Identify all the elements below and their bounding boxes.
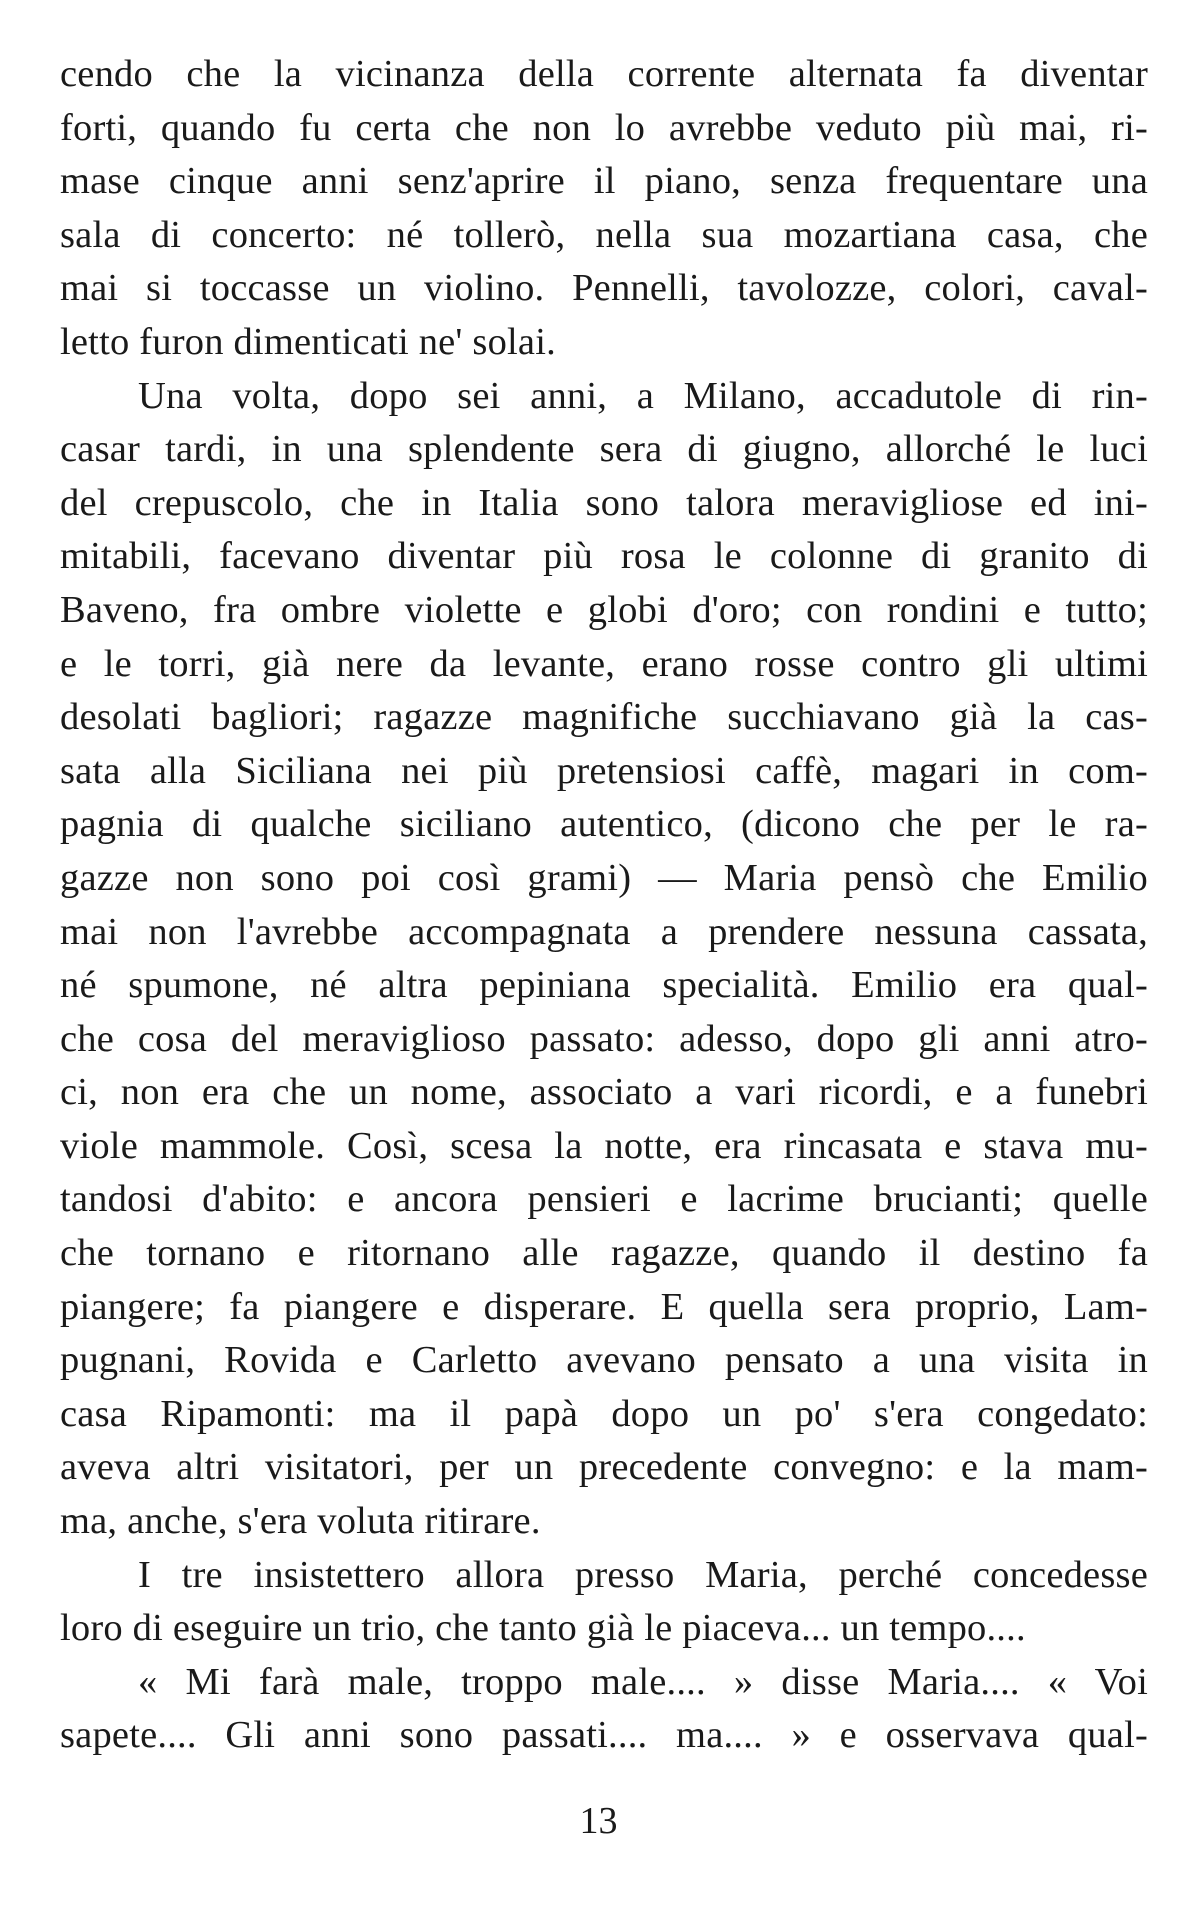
text-line: mase cinque anni senz'aprire il piano, senza frequentare una <box>60 160 1148 203</box>
text-line: gazze non sono poi così grami) — Maria pensò che Emilio <box>60 856 1148 899</box>
text-line: I tre insistettero allora presso Maria, perché concedesse <box>138 1553 1148 1596</box>
text-line: e le torri, già nere da levante, erano rosse contro gli ultimi <box>60 642 1148 685</box>
text-line: casar tardi, in una splendente sera di giugno, allorché le luci <box>60 428 1148 471</box>
paragraph-4 <box>60 1656 1148 1763</box>
text-line: che tornano e ritornano alle ragazze, quando il destino fa <box>60 1232 1148 1275</box>
text-line: Baveno, fra ombre violette e globi d'oro; con rondini e tutto; <box>60 588 1148 631</box>
text-line: forti, quando fu certa che non lo avrebbe veduto più mai, ri- <box>60 106 1148 149</box>
text-line: loro di eseguire un trio, che tanto già le piaceva... un tempo.... <box>60 1607 1026 1650</box>
text-line: sala di concerto: né tollerò, nella sua mozartiana casa, che <box>60 213 1148 256</box>
text-line: che cosa del meraviglioso passato: adesso, dopo gli anni atro- <box>60 1017 1148 1060</box>
text-line: né spumone, né altra pepiniana specialità. Emilio era qual- <box>60 964 1148 1007</box>
text-line: mai si toccasse un violino. Pennelli, tavolozze, colori, caval- <box>60 267 1148 310</box>
text-line: mitabili, facevano diventar più rosa le colonne di granito di <box>60 535 1148 578</box>
paragraph-3 <box>60 1549 1148 1656</box>
text-line: « Mi farà male, troppo male.... » disse Maria.... « Voi <box>138 1660 1148 1703</box>
text-line: tandosi d'abito: e ancora pensieri e lacrime brucianti; quelle <box>60 1178 1148 1221</box>
text-line: casa Ripamonti: ma il papà dopo un po' s'era congedato: <box>60 1392 1148 1435</box>
text-line: pagnia di qualche siciliano autentico, (dicono che per le ra- <box>60 803 1148 846</box>
text-line: ma, anche, s'era voluta ritirare. <box>60 1500 541 1543</box>
text-line: aveva altri visitatori, per un precedente convegno: e la mam- <box>60 1446 1148 1489</box>
text-line: letto furon dimenticati ne' solai. <box>60 320 556 363</box>
paragraph-2 <box>60 370 1148 1549</box>
text-line: desolati bagliori; ragazze magnifiche succhiavano già la cas- <box>60 696 1148 739</box>
text-line: viole mammole. Così, scesa la notte, era rincasata e stava mu- <box>60 1124 1148 1167</box>
text-line: sata alla Siciliana nei più pretensiosi caffè, magari in com- <box>60 749 1148 792</box>
page-body <box>60 48 1148 1763</box>
paragraph-1 <box>60 48 1148 370</box>
text-line: sapete.... Gli anni sono passati.... ma.... » e osservava qual- <box>60 1714 1148 1757</box>
text-line: pugnani, Rovida e Carletto avevano pensato a una visita in <box>60 1339 1148 1382</box>
text-line: del crepuscolo, che in Italia sono talora meravigliose ed ini- <box>60 481 1148 524</box>
text-line: ci, non era che un nome, associato a vari ricordi, e a funebri <box>60 1071 1148 1114</box>
text-line: cendo che la vicinanza della corrente alternata fa diventar <box>60 53 1148 95</box>
text-line: Una volta, dopo sei anni, a Milano, accadutole di rin- <box>138 374 1148 417</box>
text-line: piangere; fa piangere e disperare. E quella sera proprio, Lam- <box>60 1285 1148 1328</box>
text-line: mai non l'avrebbe accompagnata a prendere nessuna cassata, <box>60 910 1148 953</box>
page-number: 13 <box>579 1800 618 1842</box>
